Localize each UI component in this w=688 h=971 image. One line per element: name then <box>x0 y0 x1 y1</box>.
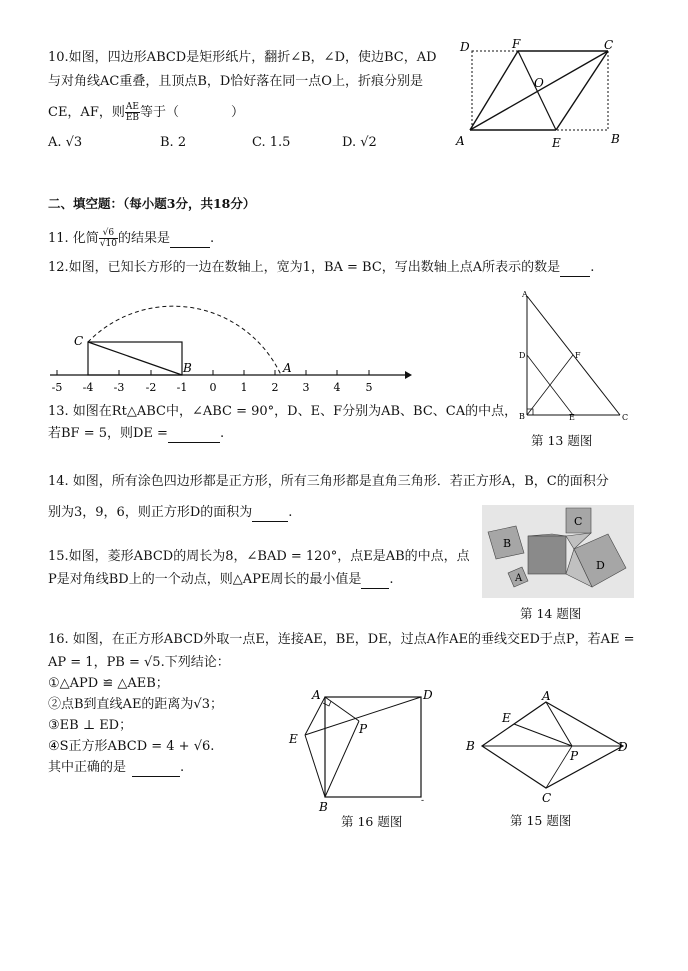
q16-square <box>325 697 421 797</box>
q15-answer-blank[interactable] <box>361 572 389 589</box>
q12-tick-neg3: -3 <box>113 381 125 394</box>
q10-label-c: C <box>604 38 614 52</box>
q15-figure <box>460 690 640 810</box>
q14-label-c: C <box>574 515 583 528</box>
q16-line-2: AP = 1，PB = √5.下列结论： <box>48 655 230 670</box>
q16-item-2: ②点B到直线AE的距离为√3； <box>48 697 223 712</box>
q12-end: . <box>590 260 595 275</box>
q12-answer-blank[interactable] <box>560 260 590 277</box>
q10-label-b: B <box>611 132 620 146</box>
q14-answer-blank[interactable] <box>252 505 288 522</box>
q13-label-c: C <box>622 413 629 422</box>
q10-option-a: A. √3 <box>48 135 83 150</box>
q10-option-c: C. 1.5 <box>252 135 291 150</box>
q16-end: . <box>180 760 185 775</box>
q10-line-2: 与对角线AC重叠，且顶点B，D恰好落在同一点O上，折痕分别是 <box>48 74 423 89</box>
q10-label-o: O <box>534 76 544 90</box>
q10-label-e: E <box>552 136 561 150</box>
q13-caption: 第 13 题图 <box>531 433 593 448</box>
q10-line-3 <box>48 102 244 123</box>
q16-label-b: B <box>319 800 328 814</box>
q11-frac-den: √10 <box>99 239 117 249</box>
q12-tick-neg2: -2 <box>145 381 157 394</box>
q10-option-b: B. 2 <box>160 135 187 150</box>
q10-frac-num: AE <box>125 102 139 112</box>
q16-caption: 第 16 题图 <box>341 814 403 829</box>
q14-label-b: B <box>503 537 512 550</box>
q16-final-text: 其中正确的是 <box>48 760 127 775</box>
q16-answer-blank[interactable] <box>132 760 180 777</box>
q16-line-1: 16. 如图，在正方形ABCD外取一点E，连接AE，BE，DE，过点A作AE的垂线交ED于点P，若AE = <box>48 632 635 647</box>
q15-label-c: C <box>542 791 552 805</box>
q13-line-2 <box>48 426 224 443</box>
q15-label-e: E <box>502 711 511 725</box>
q12-tick-neg1: -1 <box>176 381 188 394</box>
q16-item-3: ③EB ⊥ ED； <box>48 718 133 733</box>
q13-end: . <box>219 426 225 441</box>
q14-label-d: D <box>596 559 605 572</box>
q14-caption: 第 14 题图 <box>520 606 582 621</box>
q15-end: . <box>389 572 394 587</box>
q14-end: . <box>288 505 293 520</box>
q12-tick-neg5: -5 <box>51 381 63 394</box>
q15-line-1: 15.如图，菱形ABCD的周长为8，∠BAD = 120°，点E是AB的中点，点 <box>48 549 470 564</box>
q10-label-a: A <box>456 134 465 148</box>
q12-tick-2: 2 <box>271 381 279 394</box>
q14-figure <box>482 505 634 598</box>
q16-figure <box>285 685 445 815</box>
q13-line-2-text: 若BF = 5，则DE = <box>48 426 168 441</box>
q12-text: 12.如图，已知长方形的一边在数轴上，宽为1，BA = BC，写出数轴上点A所表示的数是 <box>48 260 561 275</box>
q13-line-1: 13. 如图在Rt△ABC中，∠ABC = 90°，D、E、F分别为AB、BC、CA的中点， <box>48 404 518 419</box>
q16-label-e: E <box>289 732 298 746</box>
q16-label-a: A <box>312 688 321 702</box>
q16-corner-mark: - <box>421 796 425 806</box>
q14-line-2-text: 别为3，9，6，则正方形D的面积为 <box>48 505 253 520</box>
q12-tick-4: 4 <box>333 381 341 394</box>
q11-end: . <box>210 231 215 246</box>
q14-line-2 <box>48 505 292 522</box>
q12-label-c: C <box>74 334 84 348</box>
q14-line-1: 14. 如图，所有涂色四边形都是正方形，所有三角形都是直角三角形．若正方形A，B，C的面积分 <box>48 474 609 489</box>
q13-label-d: D <box>519 351 526 360</box>
q14-center-square <box>528 536 566 574</box>
q15-label-p: P <box>570 749 579 763</box>
q13-label-f: F <box>575 351 581 360</box>
q15-line-2 <box>48 572 394 589</box>
q15-label-b: B <box>466 739 475 753</box>
q11-answer-blank[interactable] <box>170 231 210 248</box>
q10-frac-den: EB <box>125 113 140 123</box>
q13-answer-blank[interactable] <box>168 426 220 443</box>
section-2-title: 二、填空题：（每小题3分，共18分） <box>48 196 256 211</box>
q11-line <box>48 228 214 249</box>
q12-tick-neg4: -4 <box>82 381 94 394</box>
q10-line-3-text: CE，AF，则 <box>48 105 125 120</box>
q12-label-b: B <box>183 361 192 375</box>
q15-label-d: D <box>618 740 628 754</box>
q11-frac-num: √6 <box>99 228 118 239</box>
q13-label-a: A <box>522 290 528 299</box>
q10-label-d: D <box>460 40 470 54</box>
q16-item-1: ①△APD ≌ △AEB； <box>48 676 169 691</box>
q15-caption: 第 15 题图 <box>510 813 572 828</box>
q13-label-b: B <box>519 412 525 421</box>
q12-tick-0: 0 <box>209 381 217 394</box>
q12-label-a: A <box>283 361 292 375</box>
q11-fraction <box>99 228 118 249</box>
q10-figure <box>450 35 630 155</box>
q12-tick-3: 3 <box>302 381 310 394</box>
q15-label-a: A <box>542 689 551 703</box>
q12-tick-1: 1 <box>240 381 248 394</box>
q10-tail: 等于（ ） <box>140 105 245 120</box>
q16-label-p: P <box>359 722 368 736</box>
q10-label-f: F <box>512 37 521 51</box>
q11-pre: 11. 化简 <box>48 231 99 246</box>
q16-label-d: D <box>423 688 433 702</box>
q10-fraction <box>125 102 140 123</box>
q12-tick-5: 5 <box>365 381 373 394</box>
q15-line-2-text: P是对角线BD上的一个动点，则△APE周长的最小值是 <box>48 572 362 587</box>
q14-label-a: A <box>515 573 523 584</box>
q10-line-1: 10.如图，四边形ABCD是矩形纸片，翻折∠B，∠D，使边BC，AD <box>48 50 437 65</box>
q10-option-d: D. √2 <box>342 135 377 150</box>
q12-number-line-figure <box>40 275 420 400</box>
q11-post: 的结果是 <box>118 231 171 246</box>
q13-label-e: E <box>569 413 575 422</box>
q13-figure <box>512 288 632 423</box>
q16-item-4: ④S正方形ABCD = 4 + √6. <box>48 739 215 754</box>
q16-final-line <box>48 760 184 777</box>
